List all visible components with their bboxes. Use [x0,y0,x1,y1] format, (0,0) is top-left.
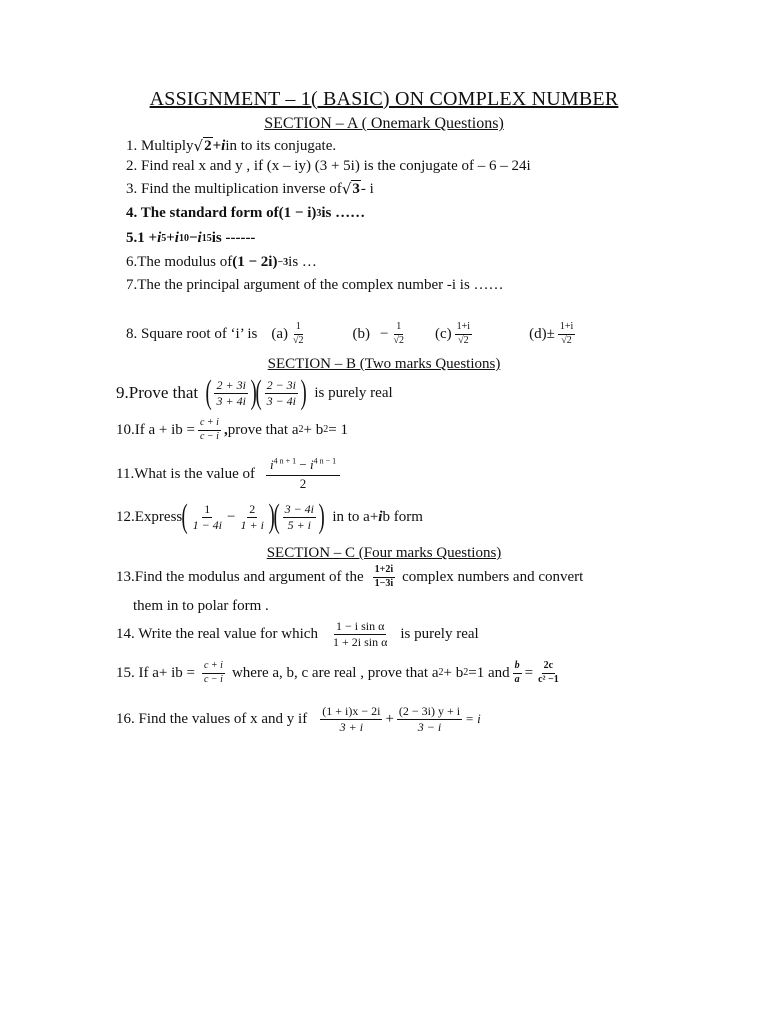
question-1 [126,137,336,155]
sqrt-symbol: √ [193,137,204,155]
option-c-label: (c) [435,325,452,342]
question-16 [116,705,481,733]
sqrt-symbol: √ [341,180,352,198]
question-10: 10.If a + ib = $\frac{c + i}{c - i}$ , prove that a 2 + b 2 = 1 [116,417,348,442]
question-14-fraction: $\frac{\text{1 − i sin α}}{\text{1 + 2i sin α}}$ [332,619,388,649]
question-10-tail: prove that a [227,421,299,438]
question-9-tail: is purely real [314,384,393,401]
question-1-text: 1. Multiply [126,137,194,154]
question-9-text: 9.Prove that [116,383,199,402]
question-6-text: 6.The modulus of [126,254,233,270]
question-5-op: + [166,230,175,246]
option-d-sign: ± [546,325,555,342]
question-6-tail: is … [288,254,317,270]
question-1-radicand: 2 [204,138,212,154]
question-9: 9.Prove that ( $\frac{2 + 3i}{3 + 4i}$ ) ( $\frac{2 - 3i}{3 - 4i}$ ) is purely real [116,374,393,411]
question-5-i: i [197,230,202,246]
section-b-heading: SECTION – B (Two marks Questions) [267,356,501,372]
question-12-minus: − [227,508,236,525]
question-4-tail: is …… [321,205,366,221]
question-12-text: 12.Express [116,508,183,525]
question-16-fraction-2: $\frac{(2 - 3i) y + i}{3 - i}$ [398,704,461,734]
question-5-i: i [174,230,179,246]
question-5-one: 1 + [137,230,158,246]
question-14-tail: is purely real [400,625,479,642]
question-3 [126,180,374,198]
question-4-text: 4. The standard form of [126,205,279,221]
question-5-i: i [157,230,162,246]
question-12: 12.Express ( $\frac{1}{1 - 4i}$ − $\frac{2}{1 + i}$ ) ( $\frac{3 - 4i}{5 + i}$ ) in to a+ i b form [116,498,423,535]
question-15-fraction: $\frac{c + i}{c - i}$ [203,660,223,685]
page-title: ASSIGNMENT – 1( BASIC) ON COMPLEX NUMBER [149,88,619,110]
question-15: 15. If a+ ib = $\frac{c + i}{c - i}$ where a, b, c are real , prove that a 2 + b 2 =1 and $\frac{b}{a}$ = $\frac{2c}{\text{c² −1}}$ [116,660,559,685]
question-10-text: 10.If a + ib = [116,421,195,438]
question-10-comma: , [223,421,228,438]
option-b-label: (b) [352,325,371,342]
question-6-expression: (1 − 2i) [232,254,278,270]
question-15-text: 15. If a+ ib = [116,664,195,681]
question-12-fraction-3: $\frac{3 - 4i}{5 + i}$ [284,501,315,532]
question-14 [116,620,479,648]
question-14-text: 14. Write the real value for which [116,625,318,642]
question-15-rhs: $\frac{2c}{\text{c² −1}}$ [538,660,559,685]
question-11-fraction: $\frac{i^{4 n + 1} - i^{4 n - 1}}{2}$ [266,458,340,490]
question-16-rhs: = i [465,711,481,727]
option-d-fraction: $\frac{1+i}{√2}$ [559,321,574,346]
question-5: 5. 1 + i 5 + i 10 − i 15 is ------ [126,230,256,246]
question-12-fraction-1: $\frac{1}{1 - 4i}$ [192,501,223,532]
question-6: 6.The modulus of (1 − 2i) −3 is … [126,254,317,270]
question-16-plus: + [385,710,394,727]
question-11 [116,458,343,490]
section-c-heading: SECTION – C (Four marks Questions) [266,545,502,561]
question-8-text: 8. Square root of ‘i’ is [126,325,258,342]
section-a-heading: SECTION – A ( Onemark Questions) [264,115,504,132]
question-3-radicand: 3 [352,181,360,197]
question-16-text: 16. Find the values of x and y if [116,710,308,727]
question-13-fraction: $\frac{1+2i}{1-3i}$ [374,564,394,589]
question-13-tail: complex numbers and convert [402,568,584,585]
question-13-line-2: them in to polar form . [133,598,269,614]
question-1-tail: in to its conjugate. [225,137,337,154]
option-a-fraction: $\frac{1}{√2}$ [293,321,304,346]
question-15-tail: where a, b, c are real , prove that a [231,664,439,681]
question-15-equals: = [524,664,534,681]
question-3-tail: - i [360,180,374,197]
question-1-plus: + [212,137,222,154]
option-b-fraction: $\frac{1}{√2}$ [393,321,404,346]
question-16-fraction-1: $\frac{(1 + i)x - 2i}{3 + i}$ [322,704,381,734]
question-15-ratio: $\frac{b}{a}$ [514,660,520,685]
question-13 [116,565,583,589]
question-11-text: 11.What is the value of [116,465,255,482]
option-a-label: (a) [271,325,289,342]
question-8 [126,322,578,346]
question-9-fraction-2: $\frac{2 - 3i}{3 - 4i}$ [266,377,297,408]
option-b-sign: − [380,325,389,342]
option-c-fraction: $\frac{1+i}{√2}$ [456,321,471,346]
question-10-fraction: $\frac{c + i}{c - i}$ [199,417,219,442]
question-4-expression: (1 − i) [278,205,317,221]
question-13-text: 13.Find the modulus and argument of the [116,568,364,585]
question-5-number: 5. [126,230,138,246]
question-12-fraction-2: $\frac{2}{1 + i}$ [240,501,264,532]
question-3-text: 3. Find the multiplication inverse of [126,180,342,197]
question-7: 7.The the principal argument of the complex number -i is …… [126,277,504,293]
question-2: 2. Find real x and y , if (x – iy) (3 + 5i) is the conjugate of – 6 – 24i [126,158,531,174]
question-9-fraction-1: $\frac{2 + 3i}{3 + 4i}$ [216,377,246,408]
question-12-tail: in to a+ [332,508,379,525]
question-1-i: i [221,137,226,154]
question-5-tail: is ------ [211,230,256,246]
option-d-label: (d) [529,325,547,342]
question-5-op: − [188,230,198,246]
question-4: 4. The standard form of (1 − i) 3 is …… [126,205,366,221]
